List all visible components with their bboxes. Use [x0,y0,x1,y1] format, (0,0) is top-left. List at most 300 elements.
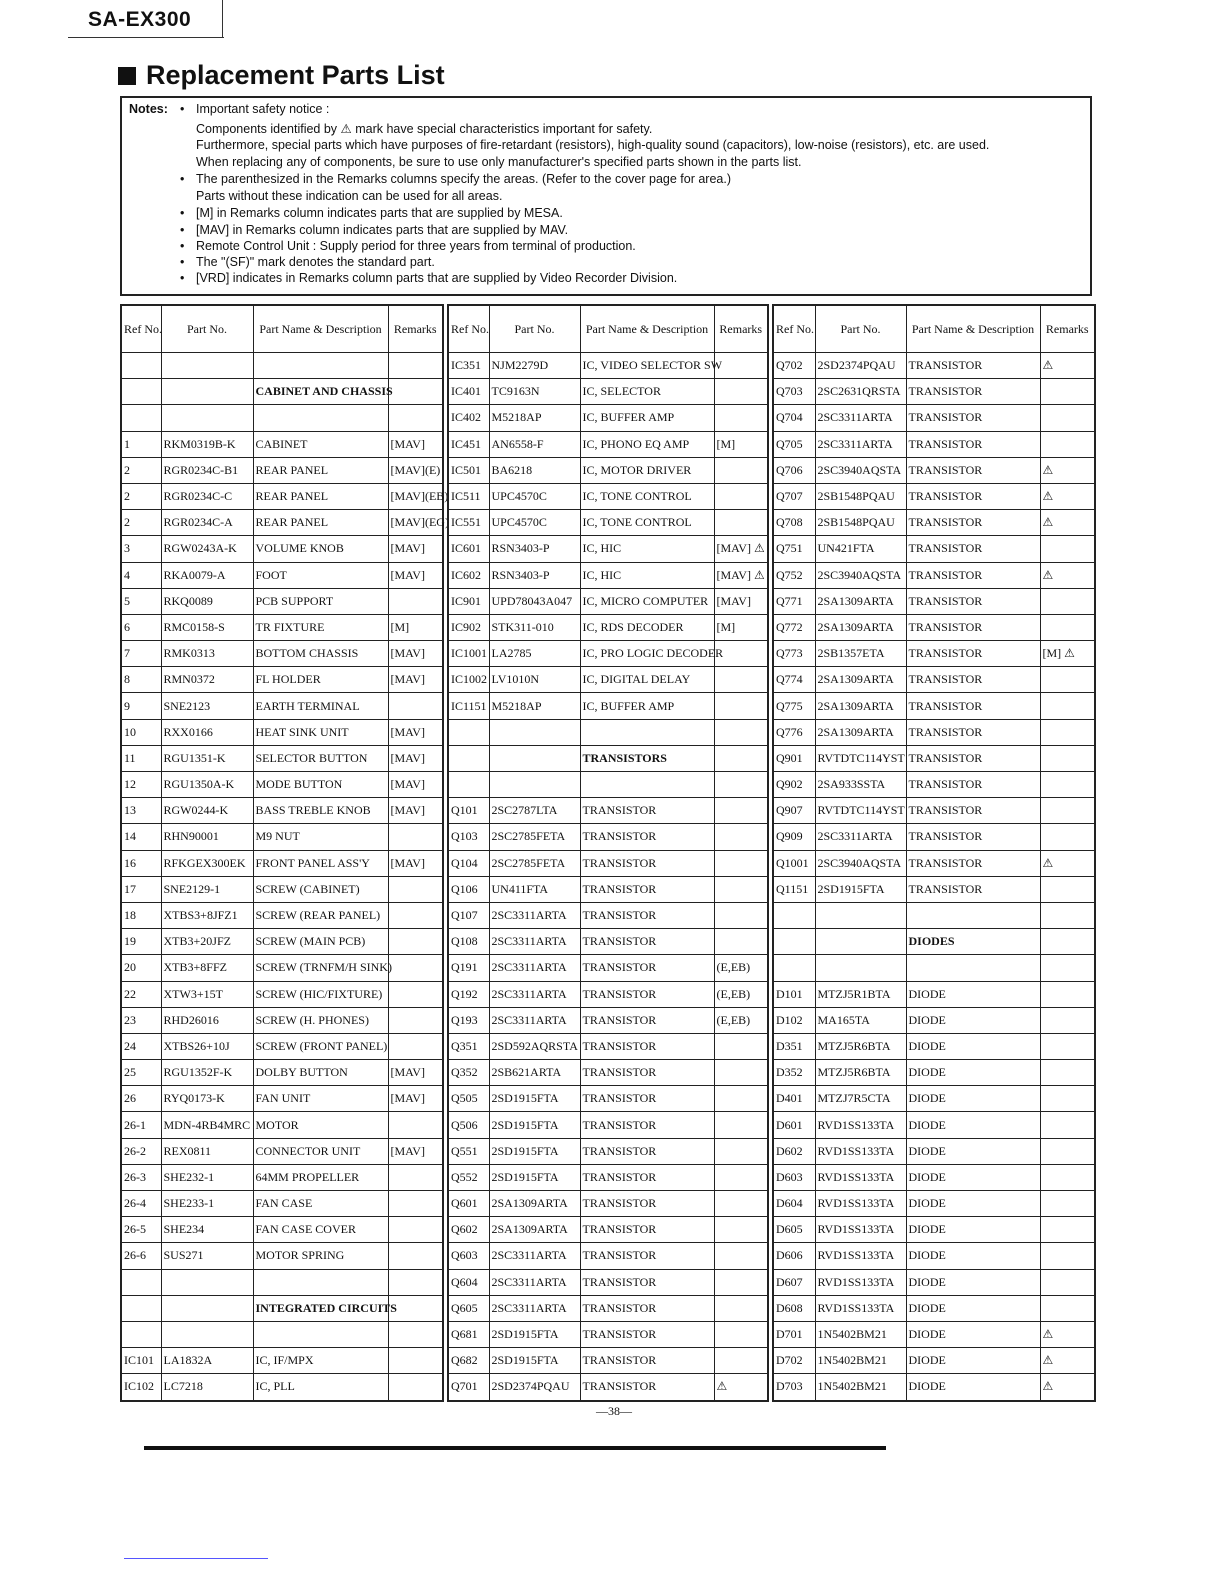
part-no: 1N5402BM21 [815,1348,906,1374]
ref-no: 26-6 [121,1243,161,1269]
remarks [714,1164,768,1190]
ref-no: IC101 [121,1348,161,1374]
note-line: The parenthesized in the Remarks columns specify the areas. (Refer to the cover page for area.) [196,172,731,186]
table-row [121,1243,443,1269]
table-row [121,955,443,981]
table-row [121,457,443,483]
ref-no: IC901 [448,588,489,614]
part-name: REAR PANEL [253,457,388,483]
remarks: [MAV] ⚠ [714,536,768,562]
ref-no: 26-1 [121,1112,161,1138]
remarks: [MAV](EB) [388,483,443,509]
table-row [773,483,1095,509]
part-name: TRANSISTOR [906,379,1040,405]
ref-no: D351 [773,1033,815,1059]
ref-no: D608 [773,1295,815,1321]
remarks: [MAV] [388,745,443,771]
table-row [448,693,768,719]
table-row [773,824,1095,850]
part-no: RVD1SS133TA [815,1164,906,1190]
part-no: RKM0319B-K [161,431,253,457]
part-name: TRANSISTOR [580,981,714,1007]
remarks: [MAV](E) [388,457,443,483]
table-row [773,1191,1095,1217]
ref-no: Q107 [448,902,489,928]
remarks [388,379,443,405]
part-no: XTBS3+8JFZ1 [161,902,253,928]
ref-no: D601 [773,1112,815,1138]
ref-no [448,772,489,798]
table-row [448,510,768,536]
ref-no [121,405,161,431]
part-name: TRANSISTOR [906,772,1040,798]
part-no [161,1295,253,1321]
part-no: RVD1SS133TA [815,1295,906,1321]
note-bullet: • [180,223,185,237]
part-no: RXX0166 [161,719,253,745]
part-name: MOTOR SPRING [253,1243,388,1269]
remarks [714,1269,768,1295]
ref-no: Q193 [448,1007,489,1033]
part-no: RGR0234C-A [161,510,253,536]
part-name: DIODE [906,1191,1040,1217]
part-name: TRANSISTOR [580,1164,714,1190]
part-name [906,902,1040,928]
part-no: SNE2129-1 [161,876,253,902]
remarks [388,824,443,850]
table-row [448,588,768,614]
ref-no: Q601 [448,1191,489,1217]
part-name: IC, MOTOR DRIVER [580,457,714,483]
remarks [714,929,768,955]
part-no: TC9163N [489,379,580,405]
table-row [773,405,1095,431]
part-no: 2SC3311ARTA [815,431,906,457]
remarks: [MAV] [388,667,443,693]
ref-no: D607 [773,1269,815,1295]
remarks [1040,1033,1095,1059]
part-name: INTEGRATED CIRCUITS [253,1295,388,1321]
ref-no: Q907 [773,798,815,824]
part-name: SCREW (HIC/FIXTURE) [253,981,388,1007]
part-no: MA165TA [815,1007,906,1033]
table-row [773,693,1095,719]
part-name: 64MM PROPELLER [253,1164,388,1190]
part-name: IC, MICRO COMPUTER [580,588,714,614]
part-name: DIODES [906,929,1040,955]
part-no: RHD26016 [161,1007,253,1033]
ref-no: Q551 [448,1138,489,1164]
table-row [121,614,443,640]
part-no: 2SC2787LTA [489,798,580,824]
ref-no: 10 [121,719,161,745]
remarks [1040,798,1095,824]
remarks: [MAV] [714,588,768,614]
remarks: ⚠ [1040,562,1095,588]
part-no-header: Part No. [815,305,906,353]
part-name: IC, RDS DECODER [580,614,714,640]
remarks [388,1243,443,1269]
table-row [448,902,768,928]
part-no: 2SC3311ARTA [815,824,906,850]
part-name [580,719,714,745]
part-no [161,379,253,405]
ref-no: IC401 [448,379,489,405]
model-underline [68,37,224,38]
table-row [121,562,443,588]
remarks [1040,1269,1095,1295]
remarks: [MAV] [388,772,443,798]
table-row [448,1243,768,1269]
table-row [121,1191,443,1217]
table-row [448,614,768,640]
part-no: RGW0243A-K [161,536,253,562]
part-no: M5218AP [489,405,580,431]
ref-no: IC602 [448,562,489,588]
part-name: REAR PANEL [253,510,388,536]
table-row [121,1007,443,1033]
table-row [448,798,768,824]
part-name: TRANSISTOR [906,693,1040,719]
ref-no: IC511 [448,483,489,509]
remarks [1040,1191,1095,1217]
part-no: LA1832A [161,1348,253,1374]
ref-no: IC902 [448,614,489,640]
remarks [388,902,443,928]
part-no: 2SD2374PQAU [489,1374,580,1401]
part-no: 2SC3940AQSTA [815,562,906,588]
part-name: TRANSISTOR [580,1086,714,1112]
table-row [121,405,443,431]
ref-no: D352 [773,1060,815,1086]
note-line: Parts without these indication can be used for all areas. [196,189,503,203]
ref-no [121,353,161,379]
part-name: FRONT PANEL ASS'Y [253,850,388,876]
ref-no [121,1321,161,1347]
part-no: 2SC3311ARTA [489,1295,580,1321]
part-no: RYQ0173-K [161,1086,253,1112]
part-name: DIODE [906,1243,1040,1269]
part-no: RHN90001 [161,824,253,850]
part-no: 1N5402BM21 [815,1374,906,1401]
table-row [121,772,443,798]
remarks: [M] [714,431,768,457]
part-name [253,1321,388,1347]
part-no: XTBS26+10J [161,1033,253,1059]
ref-no: IC351 [448,353,489,379]
part-no: 2SD1915FTA [489,1164,580,1190]
parts-table-3 [772,304,1096,1402]
ref-no: 12 [121,772,161,798]
ref-no: 4 [121,562,161,588]
part-no: RGR0234C-B1 [161,457,253,483]
table-row [448,667,768,693]
remarks [388,1033,443,1059]
part-name: TRANSISTOR [580,1321,714,1347]
remarks [388,405,443,431]
ref-no: D101 [773,981,815,1007]
ref-no: Q772 [773,614,815,640]
remarks: [MAV] ⚠ [714,562,768,588]
part-no: 2SD1915FTA [815,876,906,902]
ref-no: 19 [121,929,161,955]
ref-no: 17 [121,876,161,902]
part-name: TRANSISTOR [906,431,1040,457]
part-no: AN6558-F [489,431,580,457]
part-name: SELECTOR BUTTON [253,745,388,771]
part-no [489,745,580,771]
ref-no [121,1295,161,1321]
part-no: 2SC3940AQSTA [815,850,906,876]
part-name: DIODE [906,1269,1040,1295]
remarks [714,1191,768,1217]
ref-no: Q602 [448,1217,489,1243]
part-no: SUS271 [161,1243,253,1269]
ref-no: Q773 [773,641,815,667]
ref-no: Q506 [448,1112,489,1138]
part-no: 2SC3311ARTA [489,1269,580,1295]
part-no: 2SC2631QRSTA [815,379,906,405]
square-bullet-icon [118,67,136,85]
note-line: Components identified by ⚠ mark have special characteristics important for safety. [196,122,653,136]
part-name: IC, HIC [580,536,714,562]
part-no: RVTDTC114YST [815,798,906,824]
note-bullet: • [180,206,185,220]
table-row [448,562,768,588]
part-name: TRANSISTOR [580,902,714,928]
part-name: TRANSISTOR [580,1138,714,1164]
part-name: TRANSISTOR [580,955,714,981]
table-row [773,1164,1095,1190]
part-no: XTB3+20JFZ [161,929,253,955]
part-name: TRANSISTOR [906,641,1040,667]
part-name: TRANSISTOR [906,824,1040,850]
part-no: LV1010N [489,667,580,693]
remarks [388,1217,443,1243]
ref-no: 13 [121,798,161,824]
part-no-header: Part No. [489,305,580,353]
table-row [121,876,443,902]
table-row [448,536,768,562]
part-name: TRANSISTOR [906,798,1040,824]
part-name: IC, SELECTOR [580,379,714,405]
ref-no [121,379,161,405]
part-name: TRANSISTOR [906,510,1040,536]
table-row [448,876,768,902]
remarks [388,1321,443,1347]
part-no: 2SA1309ARTA [815,667,906,693]
remarks-header: Remarks [1040,305,1095,353]
remarks: ⚠ [1040,353,1095,379]
part-name: TRANSISTOR [580,1374,714,1401]
part-no: SNE2123 [161,693,253,719]
part-name: IC, BUFFER AMP [580,405,714,431]
remarks [1040,1295,1095,1321]
table-row [121,641,443,667]
note-line: [VRD] indicates in Remarks column parts that are supplied by Video Recorder Division. [196,271,678,285]
part-no: UPC4570C [489,510,580,536]
ref-no: 25 [121,1060,161,1086]
remarks [1040,1164,1095,1190]
remarks [1040,1060,1095,1086]
table-row [121,1374,443,1401]
part-no: MTZJ5R6BTA [815,1033,906,1059]
part-name: TRANSISTOR [906,876,1040,902]
remarks: [MAV] [388,1060,443,1086]
table-row [773,902,1095,928]
remarks [1040,929,1095,955]
remarks [388,929,443,955]
ref-no: Q603 [448,1243,489,1269]
table-row [773,667,1095,693]
part-no: RVD1SS133TA [815,1191,906,1217]
part-no: 2SA1309ARTA [815,588,906,614]
ref-no: IC1002 [448,667,489,693]
page-title [118,60,445,91]
ref-no: 7 [121,641,161,667]
table-row [448,1164,768,1190]
ref-no: D703 [773,1374,815,1401]
remarks [714,824,768,850]
table-row [773,1217,1095,1243]
remarks [388,1191,443,1217]
part-name: TRANSISTOR [580,1243,714,1269]
part-no: 2SD1915FTA [489,1112,580,1138]
part-no: 2SA1309ARTA [489,1217,580,1243]
table-row [121,431,443,457]
table-row [121,824,443,850]
remarks [1040,1086,1095,1112]
remarks: ⚠ [714,1374,768,1401]
ref-no: 8 [121,667,161,693]
part-no: 2SD1915FTA [489,1138,580,1164]
part-no: RVD1SS133TA [815,1138,906,1164]
note-line: [MAV] in Remarks column indicates parts that are supplied by MAV. [196,223,569,237]
ref-no: D604 [773,1191,815,1217]
remarks: [MAV] [388,562,443,588]
remarks: [MAV] [388,850,443,876]
part-name: TRANSISTOR [580,1112,714,1138]
note-line: When replacing any of components, be sure to use only manufacturer's specified parts shown in the parts list. [196,155,802,169]
part-name: TRANSISTOR [906,405,1040,431]
part-name: TRANSISTOR [906,457,1040,483]
remarks [714,667,768,693]
ref-no: IC102 [121,1374,161,1401]
remarks [1040,614,1095,640]
remarks: [MAV](EG) [388,510,443,536]
part-name: SCREW (TRNFM/H SINK) [253,955,388,981]
table-row [773,562,1095,588]
page-number: —38— [596,1404,632,1418]
part-no: MDN-4RB4MRC [161,1112,253,1138]
table-row [773,353,1095,379]
ref-no: IC451 [448,431,489,457]
part-no: 2SA1309ARTA [815,614,906,640]
part-name: DIODE [906,1295,1040,1321]
table-row [773,1321,1095,1347]
table-row [773,929,1095,955]
table-row [448,1138,768,1164]
part-no: RVD1SS133TA [815,1243,906,1269]
part-name: TRANSISTOR [580,1348,714,1374]
ref-no: Q771 [773,588,815,614]
ref-no: 2 [121,483,161,509]
ref-no: Q351 [448,1033,489,1059]
table-row [773,1348,1095,1374]
table-row [773,798,1095,824]
part-no: 2SD2374PQAU [815,353,906,379]
remarks: [MAV] [388,431,443,457]
ref-no: 11 [121,745,161,771]
remarks [714,1060,768,1086]
part-name: DIODE [906,1033,1040,1059]
ref-no: Q703 [773,379,815,405]
part-no-header: Part No. [161,305,253,353]
part-name: IC, HIC [580,562,714,588]
part-no: 2SB1357ETA [815,641,906,667]
part-no [815,929,906,955]
table-row [773,1138,1095,1164]
table-row [448,850,768,876]
part-name: TRANSISTORS [580,745,714,771]
bottom-rule-link [124,1558,268,1559]
part-name: DIODE [906,1007,1040,1033]
remarks [714,457,768,483]
part-name: DOLBY BUTTON [253,1060,388,1086]
table-row [121,1321,443,1347]
ref-no: 5 [121,588,161,614]
remarks: (E,EB) [714,955,768,981]
part-name: DIODE [906,981,1040,1007]
table-row [121,719,443,745]
note-line: Remote Control Unit : Supply period for three years from terminal of production. [196,239,636,253]
ref-no: Q104 [448,850,489,876]
part-name: IC, PHONO EQ AMP [580,431,714,457]
part-name: FAN CASE [253,1191,388,1217]
table-row [773,1086,1095,1112]
ref-no: Q909 [773,824,815,850]
part-no: SHE233-1 [161,1191,253,1217]
part-name: FAN UNIT [253,1086,388,1112]
part-name [580,772,714,798]
part-name: TR FIXTURE [253,614,388,640]
remarks [714,379,768,405]
ref-no: Q1001 [773,850,815,876]
ref-no: 22 [121,981,161,1007]
part-no: RGU1352F-K [161,1060,253,1086]
part-no: RMN0372 [161,667,253,693]
remarks: ⚠ [1040,850,1095,876]
remarks [1040,405,1095,431]
notes-label: Notes: [129,102,168,116]
part-name: SCREW (REAR PANEL) [253,902,388,928]
table-row [773,510,1095,536]
ref-no: 26-5 [121,1217,161,1243]
part-name: BOTTOM CHASSIS [253,641,388,667]
part-no [161,1269,253,1295]
ref-no: Q752 [773,562,815,588]
part-no [815,902,906,928]
ref-no: IC501 [448,457,489,483]
remarks [1040,902,1095,928]
table-row [773,1112,1095,1138]
part-name: FAN CASE COVER [253,1217,388,1243]
part-name: TRANSISTOR [906,483,1040,509]
remarks [714,902,768,928]
part-name: TRANSISTOR [580,1217,714,1243]
part-name: BASS TREBLE KNOB [253,798,388,824]
table-row [121,1217,443,1243]
